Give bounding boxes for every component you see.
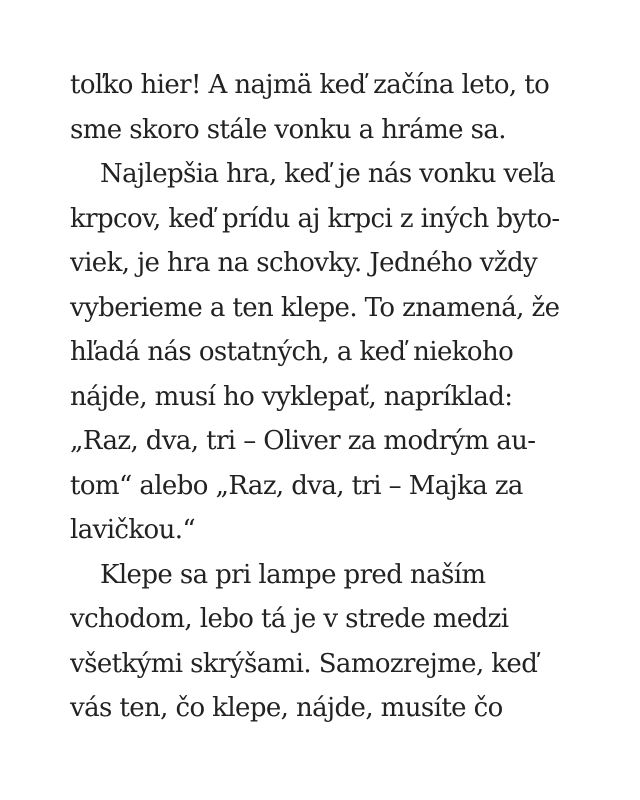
text-line: toľko hier! A najmä keď začína leto, to <box>70 70 550 100</box>
text-line: sme skoro stále vonku a hráme sa. <box>70 114 506 145</box>
text-line: vyberieme a ten klepe. To znamená, že <box>70 292 560 323</box>
text-line: viek, je hra na schovky. Jedného vždy <box>70 248 538 278</box>
text-line: všetkými skrýšami. Samozrejme, keď <box>70 648 538 679</box>
text-line: „Raz, dva, tri – Oliver za modrým au- <box>70 426 536 456</box>
text-line: krpcov, keď prídu aj krpci z iných byto- <box>70 203 560 234</box>
text-line: tom“ alebo „Raz, dva, tri – Majka za <box>70 470 523 501</box>
paragraph-start-line: Klepe sa pri lampe pred naším <box>100 559 486 590</box>
text-line: vás ten, čo klepe, nájde, musíte čo <box>70 693 503 723</box>
text-line: hľadá nás ostatných, a keď niekoho <box>70 337 514 367</box>
paragraph-start-line: Najlepšia hra, keď je nás vonku veľa <box>100 159 556 189</box>
text-line: lavičkou.“ <box>70 515 196 545</box>
text-line: vchodom, lebo tá je v strede medzi <box>70 604 509 634</box>
text-line: nájde, musí ho vyklepať, napríklad: <box>70 381 513 412</box>
